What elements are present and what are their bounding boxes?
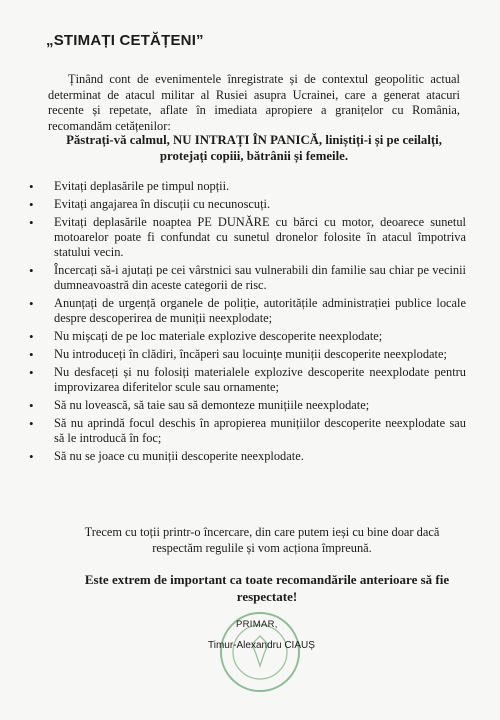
list-item: • Nu desfaceți și nu folosiți materialele explozive descoperite neexplodate pentru improvizarea diferitelor scule sau ornamente; — [28, 365, 466, 396]
signature-name: Timur-Alexandru CIAUȘ — [208, 640, 315, 651]
list-item: • Nu mișcați de pe loc materiale explozive descoperite neexplodate; — [28, 329, 466, 344]
list-item: • Anunțați de urgență organele de poliție, autoritățile administrației publice locale despre descoperirea de muniții neexplodate; — [28, 296, 466, 327]
list-item: • Să nu aprindă focul deschis în apropierea munițiilor descoperite neexplodate sau să le introducă în foc; — [28, 416, 466, 447]
signature-role: PRIMAR, — [236, 619, 278, 630]
list-item: • Evitați deplasările noaptea PE DUNĂRE cu bărci cu motor, deoarece sunetul motoarelor poate fi confundat cu sunetul dronelor folosite în atacul împotriva statului vecin. — [28, 215, 466, 261]
emphasis-paragraph: Păstrați-vă calmul, NU INTRAȚI ÎN PANICĂ, liniștiți-i și pe ceilalți, protejați copiii, bătrânii și femeile. — [66, 133, 442, 163]
list-item: • Încercați să-i ajutați pe cei vârstnici sau vulnerabili din familie sau chiar pe vecinii dumneavoastră din aceste categorii de risc. — [28, 263, 466, 294]
recommendation-list — [28, 179, 466, 467]
document-title: „STIMAȚI CETĂȚENI” — [46, 32, 204, 49]
list-item: • Evitați angajarea în discuții cu necunoscuți. — [28, 197, 466, 212]
list-item: • Evitați deplasările pe timpul nopții. — [28, 179, 466, 194]
list-item: • Nu introduceți în clădiri, încăperi sau locuințe muniții descoperite neexplodate; — [28, 347, 466, 362]
intro-paragraph: Ținând cont de evenimentele înregistrate și de contextul geopolitic actual determinat de atacul militar al Rusiei asupra Ucrainei, care a generat atacuri recente și repetate, aflate în imediata apropiere a granițelor cu România, recomandăm cetățenilor: — [48, 72, 460, 133]
closing-paragraph: Trecem cu toții printr-o încercare, din care putem ieși cu bine doar dacă respectăm regulile și vom acționa împreună. — [84, 525, 440, 555]
list-item: • Să nu se joace cu muniții descoperite neexplodate. — [28, 449, 466, 464]
list-item: • Să nu lovească, să taie sau să demonteze munițiile neexplodate; — [28, 398, 466, 413]
final-notice: Este extrem de important ca toate recomandările anterioare să fie respectate! — [84, 572, 450, 604]
